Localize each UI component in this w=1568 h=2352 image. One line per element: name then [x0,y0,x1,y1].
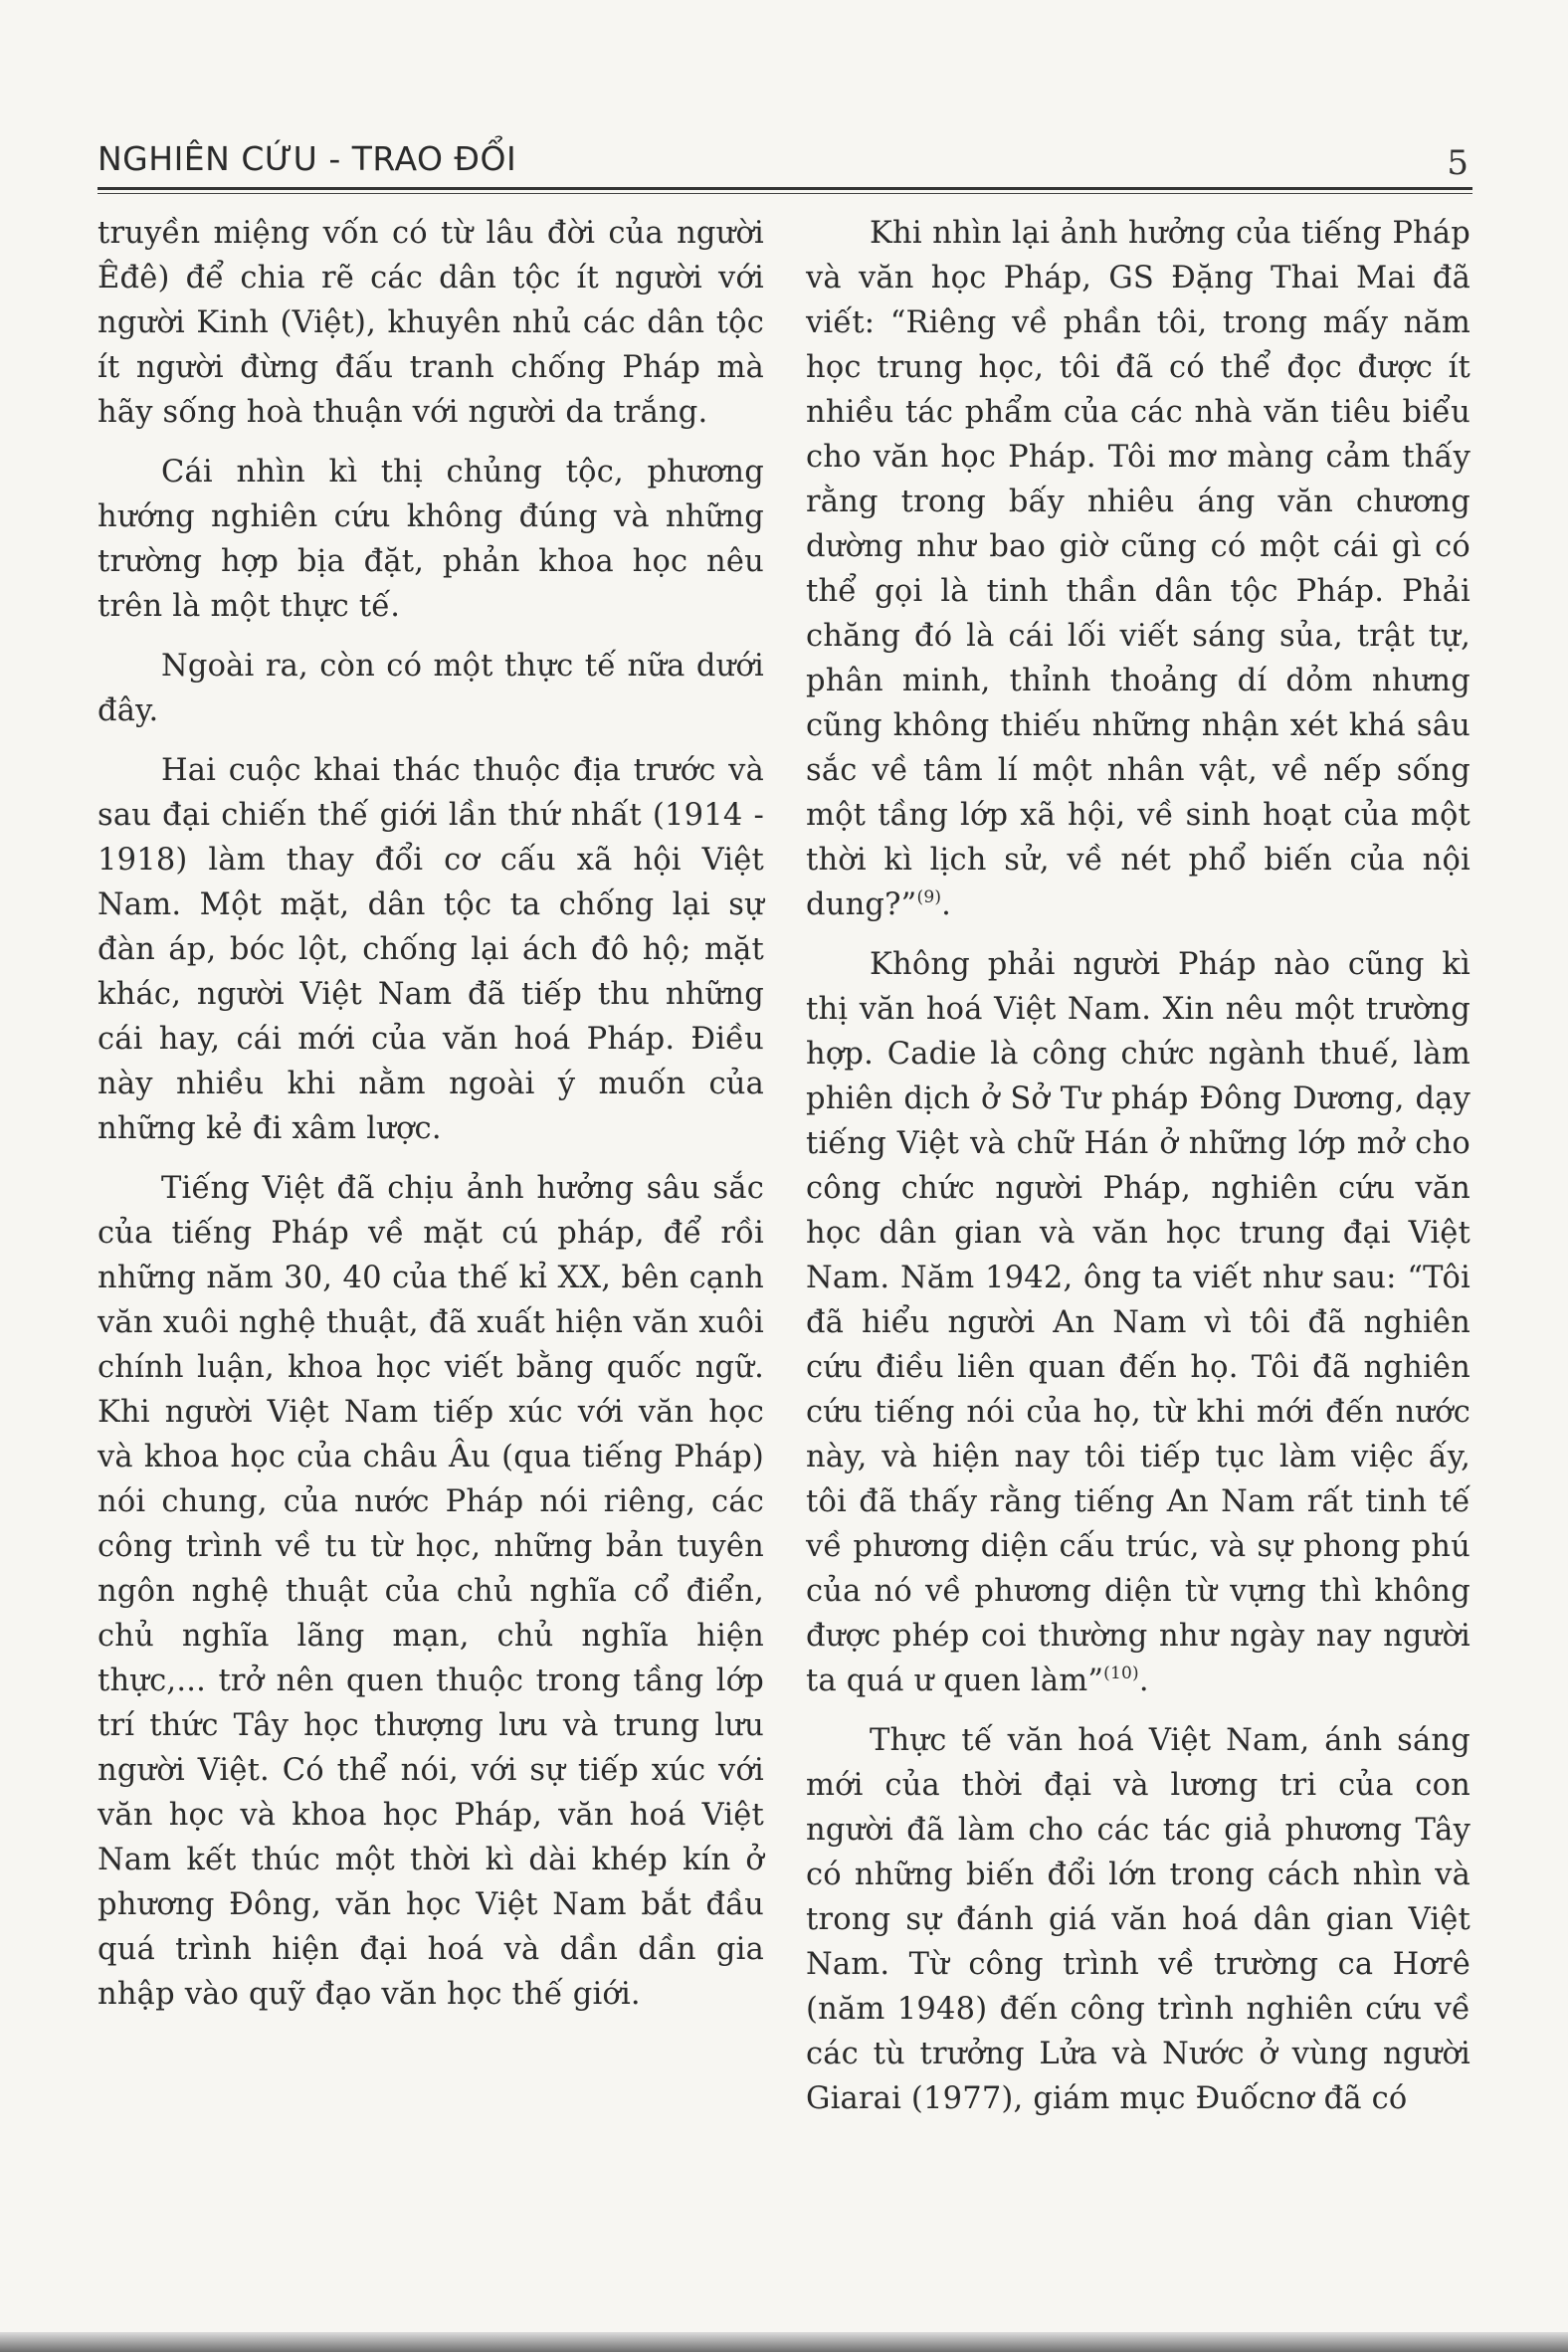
paragraph: Khi nhìn lại ảnh hưởng của tiếng Pháp và văn học Pháp, GS Đặng Thai Mai đã viết: “Riêng về phần tôi, trong mấy năm học trung học, tôi đã có thể đọc được ít nhiều tác phẩm của các nhà văn tiêu biểu cho văn học Pháp. Tôi mơ màng cảm thấy rằng trong bấy nhiêu áng văn chương dường như bao giờ cũng có một cái gì có thể gọi là tinh thần dân tộc Pháp. Phải chăng đó là cái lối viết sáng sủa, trật tự, phân minh, thỉnh thoảng dí dỏm nhưng cũng không thiếu những nhận xét khá sâu sắc về tâm lí một nhân vật, về nếp sống một tầng lớp xã hội, về sinh hoạt của một thời kì lịch sử, về nét phổ biến của nội dung?”$^{(9)}$. [806,216,1470,922]
header-rule-thin [98,193,1472,194]
paragraph: Ngoài ra, còn có một thực tế nữa dưới đây. [98,649,764,728]
paragraph: Cái nhìn kì thị chủng tộc, phương hướng nghiên cứu không đúng và những trường hợp bịa đặt, phản khoa học nêu trên là một thực tế. [98,455,764,624]
header-rule-thick [98,187,1472,190]
left-column [98,211,764,2032]
paragraph: Thực tế văn hoá Việt Nam, ánh sáng mới của thời đại và lương tri của con người đã làm cho các tác giả phương Tây có những biến đổi lớn trong cách nhìn và trong sự đánh giá văn hoá dân gian Việt Nam. Từ công trình về trường ca Hơrê (năm 1948) đến công trình nghiên cứu về các tù trưởng Lửa và Nước ở vùng người Giarai (1977), giám mục Đuốcnơ đã có [806,1723,1470,2116]
paragraph: Hai cuộc khai thác thuộc địa trước và sau đại chiến thế giới lần thứ nhất (1914 - 1918) làm thay đổi cơ cấu xã hội Việt Nam. Một mặt, dân tộc ta chống lại sự đàn áp, bóc lột, chống lại ách đô hộ; mặt khác, người Việt Nam đã tiếp thu những cái hay, cái mới của văn hoá Pháp. Điều này nhiều khi nằm ngoài ý muốn của những kẻ đi xâm lược. [98,753,764,1146]
running-head: NGHIÊN CỨU - TRAO ĐỔI [98,139,517,178]
paragraph-text: Không phải người Pháp nào cũng kì thị văn hoá Việt Nam. Xin nêu một trường hợp. Cadie là công chức ngành thuế, làm phiên dịch ở Sở Tư pháp Đông Dương, dạy tiếng Việt và chữ Hán ở những lớp mở cho công chức người Pháp, nghiên cứu văn học dân gian và văn học trung đại Việt Nam. Năm 1942, ông ta viết như sau: “Tôi đã hiểu người An Nam vì tôi đã nghiên cứu điều liên quan đến họ. Tôi đã nghiên cứu tiếng nói của họ, từ khi mới đến nước này, và hiện nay tôi tiếp tục làm việc ấy, tôi đã thấy rằng tiếng An Nam rất tinh tế về phương diện cấu trúc, và sự phong phú của nó về phương diện từ vựng thì không được phép coi thường như ngày nay người ta quá ư quen làm” [806,947,1470,1698]
paragraph-text: Khi nhìn lại ảnh hưởng của tiếng Pháp và văn học Pháp, GS Đặng Thai Mai đã viết: “Riêng về phần tôi, trong mấy năm học trung học, tôi đã có thể đọc được ít nhiều tác phẩm của các nhà văn tiêu biểu cho văn học Pháp. Tôi mơ màng cảm thấy rằng trong bấy nhiêu áng văn chương dường như bao giờ cũng có một cái gì có thể gọi là tinh thần dân tộc Pháp. Phải chăng đó là cái lối viết sáng sủa, trật tự, phân minh, thỉnh thoảng dí dỏm nhưng cũng không thiếu những nhận xét khá sâu sắc về tâm lí một nhân vật, về nếp sống một tầng lớp xã hội, về sinh hoạt của một thời kì lịch sử, về nét phổ biến của nội dung?” [806,216,1470,922]
right-column [806,211,1470,2136]
page-header [98,139,1470,191]
page-number: 5 [1447,143,1469,183]
scan-edge [0,2332,1568,2352]
footnote-ref: (10) [1103,1664,1139,1683]
paragraph: truyền miệng vốn có từ lâu đời của người Êđê) để chia rẽ các dân tộc ít người với người Kinh (Việt), khuyên nhủ các dân tộc ít người đừng đấu tranh chống Pháp mà hãy sống hoà thuận với người da trắng. [98,216,764,430]
paragraph: Không phải người Pháp nào cũng kì thị văn hoá Việt Nam. Xin nêu một trường hợp. Cadie là công chức ngành thuế, làm phiên dịch ở Sở Tư pháp Đông Dương, dạy tiếng Việt và chữ Hán ở những lớp mở cho công chức người Pháp, nghiên cứu văn học dân gian và văn học trung đại Việt Nam. Năm 1942, ông ta viết như sau: “Tôi đã hiểu người An Nam vì tôi đã nghiên cứu điều liên quan đến họ. Tôi đã nghiên cứu tiếng nói của họ, từ khi mới đến nước này, và hiện nay tôi tiếp tục làm việc ấy, tôi đã thấy rằng tiếng An Nam rất tinh tế về phương diện cấu trúc, và sự phong phú của nó về phương diện từ vựng thì không được phép coi thường như ngày nay người ta quá ư quen làm”$^{(10)}$. [806,947,1470,1698]
paragraph: Tiếng Việt đã chịu ảnh hưởng sâu sắc của tiếng Pháp về mặt cú pháp, để rồi những năm 30, 40 của thế kỉ XX, bên cạnh văn xuôi nghệ thuật, đã xuất hiện văn xuôi chính luận, khoa học viết bằng quốc ngữ. Khi người Việt Nam tiếp xúc với văn học và khoa học của châu Âu (qua tiếng Pháp) nói chung, của nước Pháp nói riêng, các công trình về tu từ học, những bản tuyên ngôn nghệ thuật của chủ nghĩa cổ điển, chủ nghĩa lãng mạn, chủ nghĩa hiện thực,... trở nên quen thuộc trong tầng lớp trí thức Tây học thượng lưu và trung lưu người Việt. Có thể nói, với sự tiếp xúc với văn học và khoa học Pháp, văn hoá Việt Nam kết thúc một thời kì dài khép kín ở phương Đông, văn học Việt Nam bắt đầu quá trình hiện đại hoá và dần dần gia nhập vào quỹ đạo văn học thế giới. [98,1171,764,2012]
footnote-ref: (9) [916,887,942,907]
